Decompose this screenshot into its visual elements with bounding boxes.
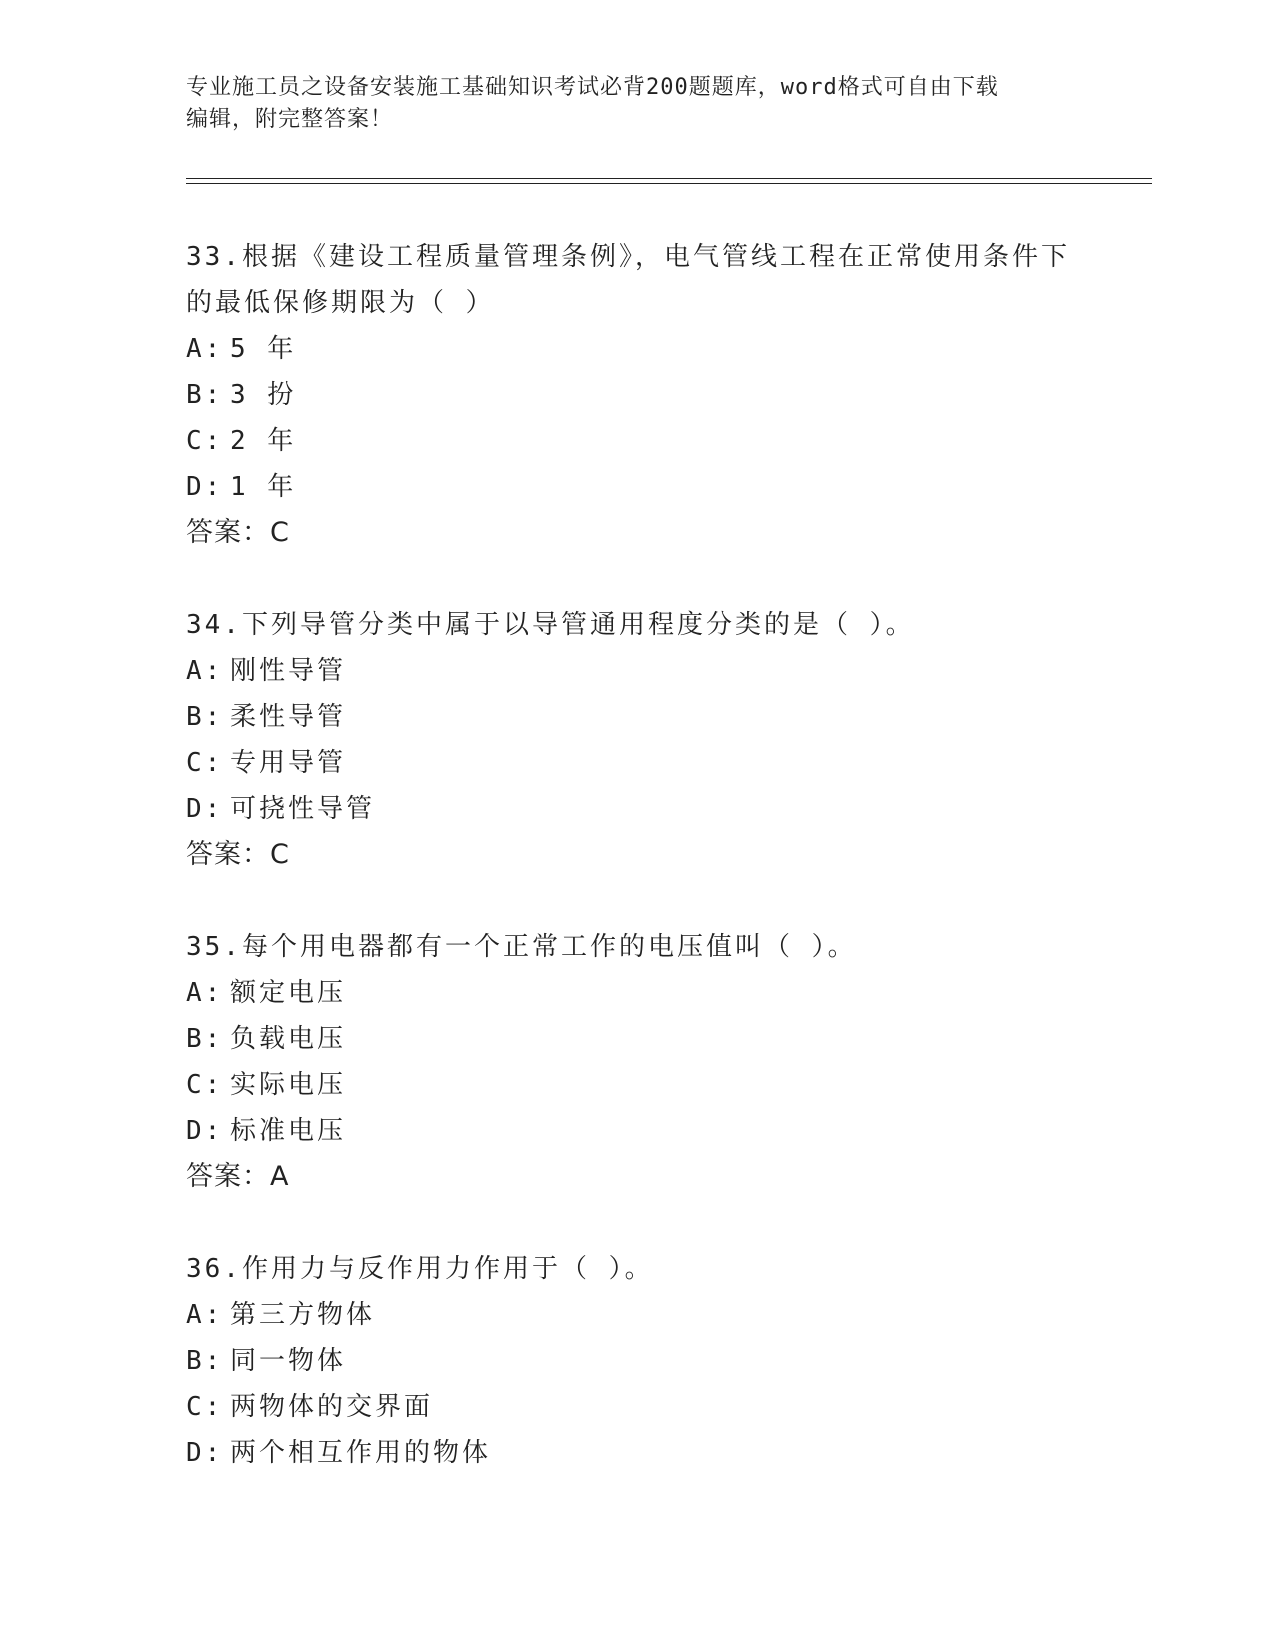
option-a (186, 648, 1086, 694)
question-list (186, 234, 1086, 1522)
option-text: 专用导管 (230, 748, 347, 778)
question-stem: 34.下列导管分类中属于以导管通用程度分类的是（ ）。 (186, 610, 915, 640)
option-text: 同一物体 (230, 1346, 347, 1376)
question-36 (186, 1246, 1086, 1476)
option-a (186, 970, 1086, 1016)
question-34 (186, 602, 1086, 878)
header-line-1: 专业施工员之设备安装施工基础知识考试必背200题题库，word格式可自由下载 (186, 75, 999, 100)
option-letter: A: (186, 978, 224, 1008)
option-c (186, 1062, 1086, 1108)
option-text: 实际电压 (230, 1070, 347, 1100)
option-text: 5 年 (230, 334, 297, 364)
question-stem: 35.每个用电器都有一个正常工作的电压值叫（ ）。 (186, 932, 857, 962)
option-text: 可挠性导管 (230, 794, 376, 824)
option-letter: A: (186, 334, 224, 364)
option-letter: A: (186, 656, 224, 686)
option-text: 第三方物体 (230, 1300, 376, 1330)
option-a (186, 1292, 1086, 1338)
option-letter: C: (186, 1392, 224, 1422)
option-text: 2 年 (230, 426, 297, 456)
option-c (186, 740, 1086, 786)
option-d (186, 464, 1086, 510)
option-text: 柔性导管 (230, 702, 347, 732)
header-line-2: 编辑，附完整答案！ (186, 107, 394, 132)
option-c (186, 1384, 1086, 1430)
option-letter: D: (186, 1438, 224, 1468)
header-divider-bottom (186, 183, 1152, 184)
option-letter: C: (186, 748, 224, 778)
question-stem: 36.作用力与反作用力作用于（ ）。 (186, 1254, 654, 1284)
option-b (186, 694, 1086, 740)
option-text: 两个相互作用的物体 (230, 1438, 492, 1468)
option-b (186, 1338, 1086, 1384)
option-text: 刚性导管 (230, 656, 347, 686)
option-letter: D: (186, 472, 224, 502)
option-text: 标准电压 (230, 1116, 347, 1146)
answer-line: 答案：C (186, 517, 290, 548)
question-35 (186, 924, 1086, 1200)
option-d (186, 1430, 1086, 1476)
option-letter: C: (186, 1070, 224, 1100)
option-letter: A: (186, 1300, 224, 1330)
option-letter: B: (186, 1346, 224, 1376)
option-letter: B: (186, 702, 224, 732)
option-text: 3 扮 (230, 380, 297, 410)
option-c (186, 418, 1086, 464)
answer-line: 答案：A (186, 1161, 290, 1192)
option-letter: D: (186, 1116, 224, 1146)
option-d (186, 786, 1086, 832)
option-d (186, 1108, 1086, 1154)
option-text: 负载电压 (230, 1024, 347, 1054)
answer-line: 答案：C (186, 839, 290, 870)
option-b (186, 372, 1086, 418)
option-text: 两物体的交界面 (230, 1392, 434, 1422)
option-letter: D: (186, 794, 224, 824)
option-a (186, 326, 1086, 372)
question-stem: 33.根据《建设工程质量管理条例》，电气管线工程在正常使用条件下的最低保修期限为（ ） (186, 242, 1070, 318)
option-letter: B: (186, 380, 224, 410)
option-b (186, 1016, 1086, 1062)
question-33 (186, 234, 1086, 556)
option-letter: B: (186, 1024, 224, 1054)
document-header (186, 72, 1066, 136)
header-divider-top (186, 178, 1152, 179)
option-text: 额定电压 (230, 978, 347, 1008)
option-text: 1 年 (230, 472, 297, 502)
option-letter: C: (186, 426, 224, 456)
